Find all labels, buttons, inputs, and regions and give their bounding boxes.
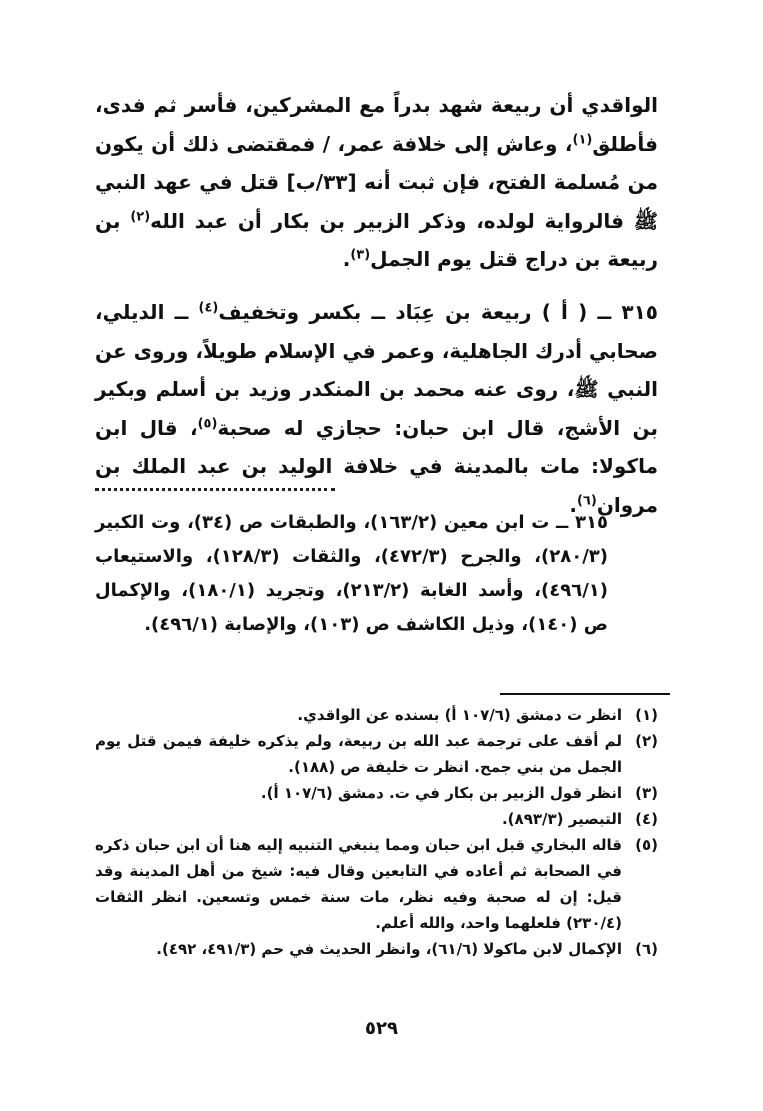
footnote-ref-4[interactable]: (٤) xyxy=(198,300,219,316)
footnote-text: التبصير (٨٩٣/٣). xyxy=(501,810,622,828)
footnote-number: (٤) xyxy=(635,810,658,828)
footnote-1 xyxy=(95,702,658,728)
footnotes-list xyxy=(95,702,658,962)
footnote-text: انظر ت دمشق (١٠٧/٦ أ) بسنده عن الواقدي. xyxy=(297,706,622,724)
footnote-5 xyxy=(95,832,658,936)
footnote-text: لم أقف على ترجمة عبد الله بن ربيعة، ولم يذكره خليفة فيمن قتل يوم الجمل من بني جمح. انظر ت خليفة ص (١٨٨). xyxy=(95,732,622,776)
footnote-divider xyxy=(500,693,670,695)
footnote-number: (٢) xyxy=(635,732,658,750)
footnote-ref-2[interactable]: (٢) xyxy=(130,209,151,225)
text-segment: ، وعاش إلى خلافة عمر، / فمقتضى ذلك أن يكون من مُسلمة الفتح، فإن ثبت أنه [٣٣/ب] قتل في عهد النبي ﷺ فالرواية لولده، وذكر الزبير بن بكار أن عبد الله xyxy=(95,131,659,233)
main-text xyxy=(95,86,658,525)
footnote-number: (٣) xyxy=(635,784,658,802)
dotted-separator xyxy=(95,488,335,491)
page-number: ٥٢٩ xyxy=(365,1018,398,1039)
sources-block xyxy=(95,506,608,642)
text-segment: . xyxy=(342,247,351,272)
footnote-ref-6[interactable]: (٦) xyxy=(576,493,597,509)
text-segment: ــ الديلي، صحابي أدرك الجاهلية، وعمر في الإسلام طويلاً، وروى عن النبي ﷺ، روى عنه محمد بن المنكدر وزيد بن أسلم وبكير بن الأشج، قال ابن حبان: حجازي له صحبة xyxy=(95,299,658,440)
text-segment: . xyxy=(569,492,577,517)
paragraph-rabia-shahid-badr xyxy=(95,86,658,279)
footnote-2 xyxy=(95,728,658,780)
footnote-number: (٥) xyxy=(635,836,658,854)
footnote-ref-5[interactable]: (٥) xyxy=(197,416,218,432)
footnote-ref-3[interactable]: (٣) xyxy=(350,247,371,263)
footnote-4 xyxy=(95,806,658,832)
footnote-ref-1[interactable]: (١) xyxy=(572,131,593,147)
footnote-number: (٦) xyxy=(635,940,658,958)
text-segment: الواقدي أن ربيعة شهد بدراً مع المشركين، فأسر ثم فدى، فأطلق xyxy=(95,93,658,156)
footnote-text: انظر قول الزبير بن بكار في ت. دمشق (١٠٧/٦ أ). xyxy=(260,784,622,802)
sources-text: ٣١٥ ــ ت ابن معين (١٦٣/٢)، والطبقات ص (٣٤)، وت الكبير (٢٨٠/٣)، والجرح (٤٧٢/٣)، والثقات (١٢٨/٣)، والاستيعاب (٤٩٦/١)، وأسد الغابة (٢١٣/٢)، وتجريد (١٨٠/١)، والإكمال ص (١٤٠)، وذيل الكاشف ص (١٠٣)، والإصابة (٤٩٦/١). xyxy=(95,512,608,635)
footnote-3 xyxy=(95,780,658,806)
text-segment: ، قال ابن ماكولا: مات بالمدينة في خلافة الوليد بن عبد الملك بن مروان xyxy=(95,415,658,517)
footnote-6 xyxy=(95,936,658,962)
footnote-text: قاله البخاري قبل ابن حبان ومما ينبغي التنبيه إليه هنا أن ابن حبان ذكره في الصحابة ثم أعاده في التابعين وقال فيه: شيخ من أهل المدينة وقد قيل: إن له صحبة وفيه نظر، مات سنة خمس وتسعين. انظر الثقات (٢٣٠/٤) فلعلهما واحد، والله أعلم. xyxy=(95,836,622,932)
footnote-text: الإكمال لابن ماكولا (٦١/٦)، وانظر الحديث في حم (٤٩١/٣، ٤٩٢). xyxy=(156,940,622,958)
text-segment: بن ربيعة بن دراج قتل يوم الجمل xyxy=(95,208,658,272)
footnote-number: (١) xyxy=(635,706,658,724)
text-segment: ٣١٥ ــ ( أ ) ربيعة بن عِبَاد ــ بكسر وتخفيف xyxy=(218,299,658,324)
